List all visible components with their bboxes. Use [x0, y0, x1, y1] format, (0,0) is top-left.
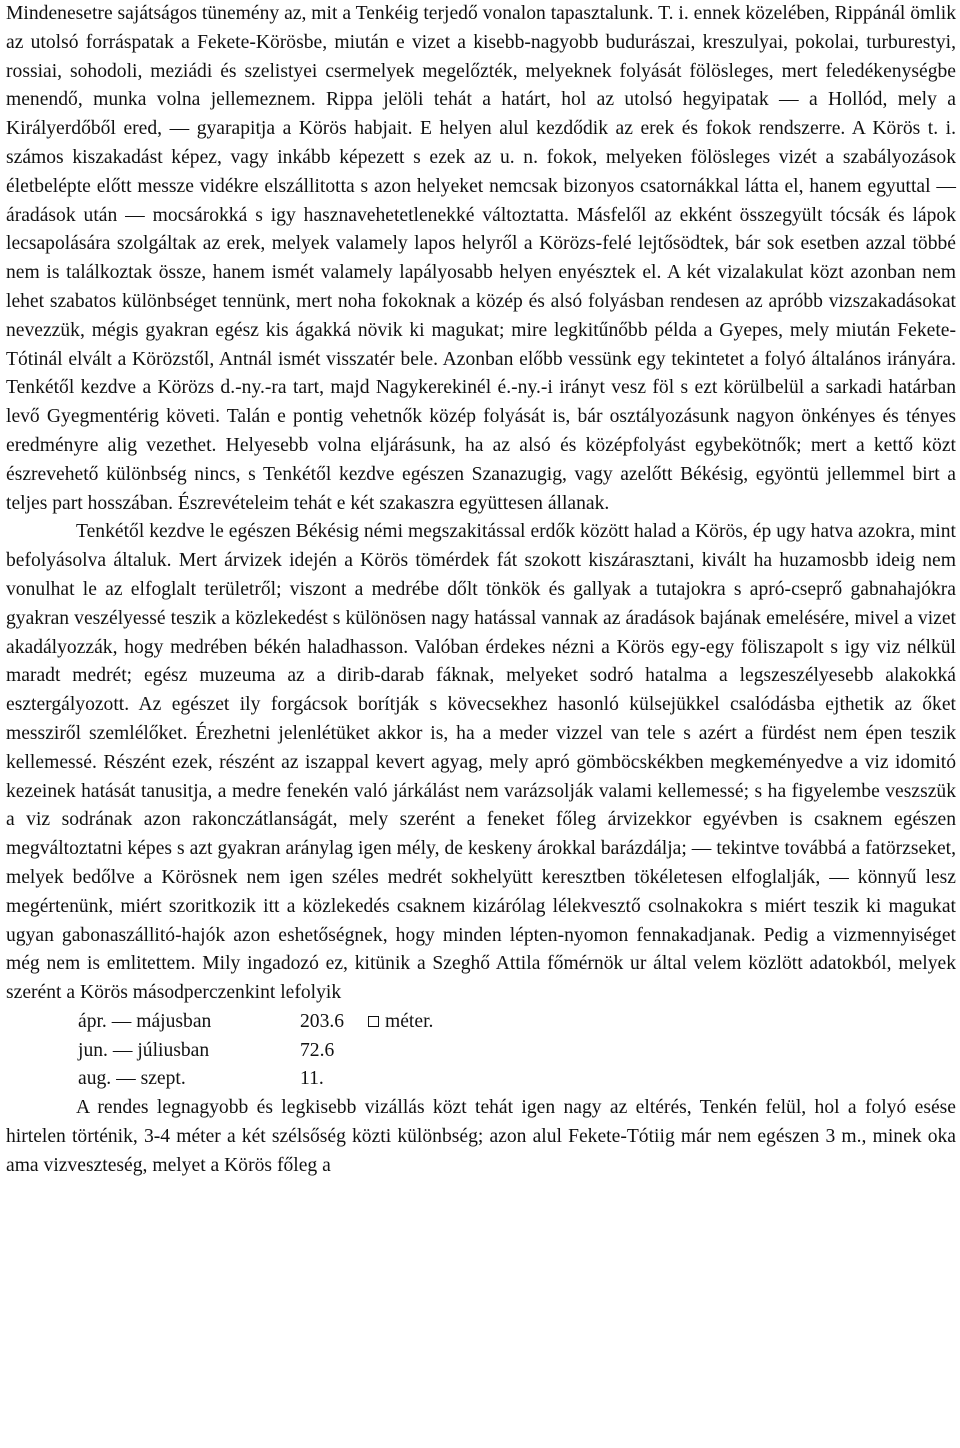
table-row [78, 1008, 956, 1037]
table-cell-period: ápr. — májusban [78, 1010, 212, 1032]
unit-label: méter. [385, 1010, 434, 1032]
table-cell-period: aug. — szept. [78, 1068, 186, 1090]
square-icon [368, 1016, 379, 1027]
table-cell-period: jun. — júliusban [78, 1039, 210, 1061]
table-row [78, 1065, 956, 1094]
paragraph: A rendes legnagyobb és legkisebb vizállás közt tehát igen nagy az eltérés, Tenkén felül, hol a folyó esése hirtelen történik, 3-4 méter a két szélsőség közti különbség; azon alul Fekete-Tótiig már nem egészen 3 m., minek oka ama vizveszteség, melyet a Körös főleg a [6, 1097, 956, 1176]
paragraph: Tenkétől kezdve le egészen Békésig némi megszakitással erdők között halad a Körös, ép ugy hatva azokra, mint befolyásolva általuk. Mert árvizek idején a Körös tömérdek fát szokott kiszárasztani, kivált ha huzamosbb ideig nem vonulhat le az elfoglalt területről; viszont a medrébe dőlt tönkök és gallyak a tutajokra s apró-cseprő gabnahajókra gyakran veszélyessé teszik a közlekedést s különösen nagy hatással vannak az áradások bajának emelésére, mivel a vizet akadályozzák, hogy medrében békén haladhasson. Valóban érdekes nézni a Körös egy-egy föliszapolt s igy viz nélkül maradt medrét; egész muzeuma az a dirib-darab fáknak, melyeket sodró hatalma a legszeszélyesebb alakokká esztergályozott. Az egészet ily forgácsok borítják s kövecsekhez hasonló külsejükkel csalódásba ejthetik az őket messziről szemlélőket. Érezhetni jelenlétüket akkor is, ha a meder vizzel van tele s azért a fürdést nem épen teszik kellemessé. Részént ezek, részént az iszappal kevert agyag, mely apró gömböcskékben megkeményedve a viz idomitó kezeinek hatását tanusitja, a medre fenekén való járkálást nem varázsolják valami kellemessé; s ha figyelembe veszszük a viz sodrának azon rakonczátlanságát, mely szerént a feneket főleg árvizekkor egyévben is csaknem egészen megváltoztatni képes s azt gyakran aránylag igen mély, de keskeny árokkal barázdálja; — tekintve továbbá a fatörzseket, melyek bedőlve a Körösnek nem igen széles medrét sokhelyütt keresztben tökéletesen elfoglalják, — könnyű lesz megértenünk, miért szoritkozik itt a közlekedés csaknem kizárólag lélekvesztő csolnakokra s miért teszik ki magukat ugyan gabonaszállitó-hajók azon eshetőségnek, hogy minden lépten-nyomon fennakadjanak. Pedig a vizmennyiséget még nem is emlitettem. Mily ingadozó ez, kitünik a Szeghő Attila főmérnök ur által velem közlött adatokból, melyek szerént a Körös másodperczenkint lefolyik [6, 521, 956, 1004]
table-cell-value: 72.6 [300, 1039, 335, 1061]
table-cell-unit [362, 1008, 433, 1037]
table-cell-value: 203.6 [300, 1010, 345, 1032]
discharge-table [6, 1008, 956, 1094]
table-row [78, 1037, 956, 1066]
table-cell-value: 11. [300, 1068, 324, 1090]
paragraph: Mindenesetre sajátságos tünemény az, mit a Tenkéig terjedő vonalon tapasztalunk. T. i. ennek közelében, Rippánál ömlik az utolsó forráspatak a Fekete-Körösbe, miután e vizet a kisebb-nagyobb budurászai, kreszulyai, pokolai, turburestyi, rossiai, sohodoli, meziádi és szelistyei csermelyek megelőzték, melyeknek folyását fölösleges, mert feledékenységbe menendő, munka volna jellemeznem. Rippa jelöli tehát a határt, hol az utolsó hegyipatak — a Hollód, mely a Királyerdőből ered, — gyarapitja a Körös habjait. E helyen alul kezdődik az erek és fokok rendszerre. A Körös t. i. számos kiszakadást képez, vagy inkább képezett s ezek az u. n. fokok, melyeken fölösleges vizét a szabályozások életbelépte előtt messze vidékre elszállitotta s azon helyeket nemcsak bizonyos csatornákkal látta el, hanem egyuttal — áradások után — mocsárokká s igy hasznavehetetlenekké változtatta. Másfelől az ekként összegyült tócsák és lápok lecsapolására szolgáltak az erek, melyek valamely lapos helyről a Körözs-felé lejtősödtek, bár sok esetben azzal többé nem is találkoztak össze, hanem ismét valamely lapályosabb helyen enyésztek el. A két vizalakulat közt azonban nem lehet szabatos különbséget tennünk, mert noha fokoknak a közép és alsó folyásban rendesen az apróbb vizszakadásokat nevezzük, mégis gyakran egész kis ágakká növik ki magukat; mire legkitűnőbb példa a Gyepes, mely miután Fekete-Tótinál elvált a Körözstől, Antnál ismét visszatér bele. Azonban előbb vessünk egy tekintetet a folyó általános irányára. Tenkétől kezdve a Körözs d.-ny.-ra tart, majd Nagykerekinél é.-ny.-i irányt vesz föl s ezt körülbelül a sarkadi határban levő Gyegmentérig követi. Talán e pontig vehetnők közép folyását is, bár osztályozásunk nagyon önkényes és tényes eredményre alig vezethet. Helyesebb volna eljárásunk, ha az alsó és középfolyást egybekötnők; mert a kettő közt észrevehető különbség nincs, s Tenkétől kezdve egészen Szanazugig, vagy azelőtt Békésig, egyöntü jellemmel birt a teljes part hosszában. Észrevételeim tehát e két szakaszra együttesen állanak. [6, 3, 956, 514]
